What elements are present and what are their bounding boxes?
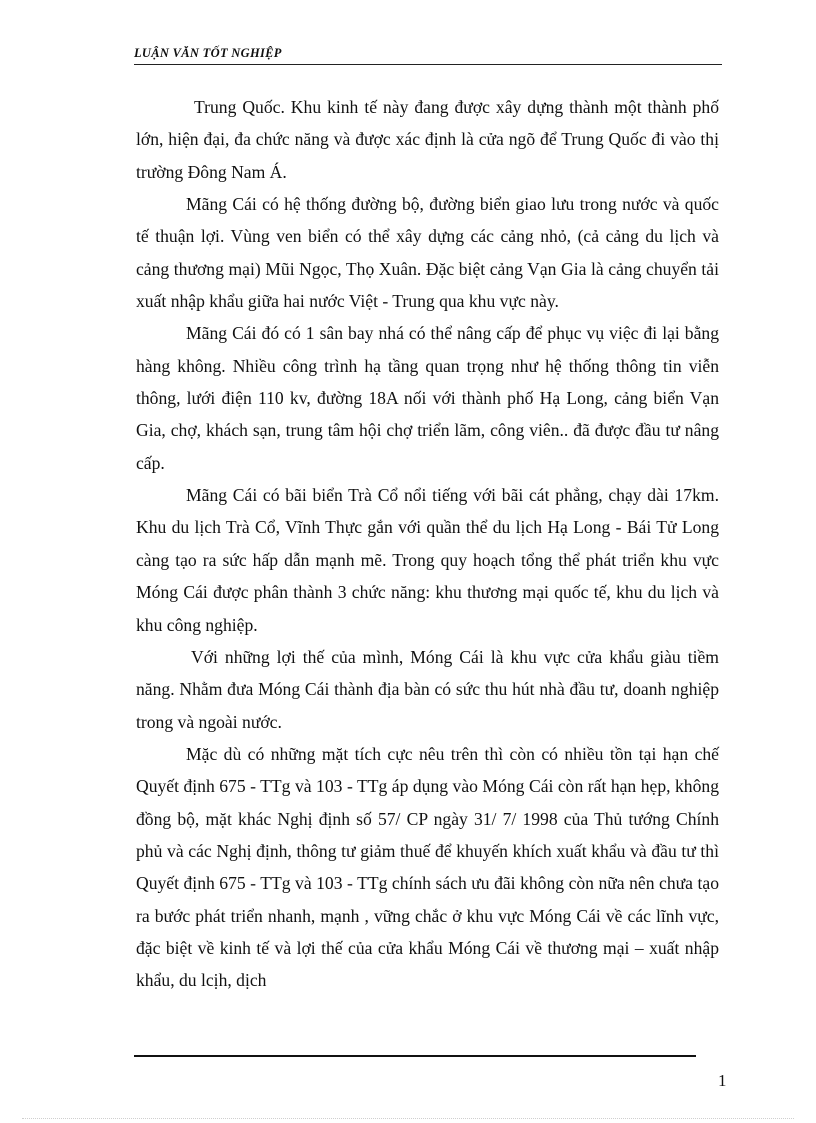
document-body [136, 91, 719, 997]
page-bottom-edge [22, 1118, 794, 1119]
page-number: 1 [718, 1071, 727, 1090]
paragraph-2: Mãng Cái có hệ thống đường bộ, đường biển giao lưu trong nước và quốc tế thuận lợi. Vùng ven biển có thể xây dựng các cảng nhỏ, (cả cảng du lịch và cảng thương mại) Mũi Ngọc, Thọ Xuân. Đặc biệt cảng Vạn Gia là cảng chuyển tải xuất nhập khẩu giữa hai nước Việt - Trung qua khu vực này. [136, 194, 719, 312]
running-header: LUẬN VĂN TỐT NGHIỆP [134, 46, 282, 60]
paragraph-4: Mãng Cái có bãi biển Trà Cổ nổi tiếng với bãi cát phẳng, chạy dài 17km. Khu du lịch Trà Cổ, Vĩnh Thực gắn với quần thể du lịch Hạ Long - Bái Tử Long càng tạo ra sức hấp dẫn mạnh mẽ. Trong quy hoạch tổng thể phát triển khu vực Móng Cái được phân thành 3 chức năng: khu thương mại quốc tế, khu du lịch và khu công nghiệp. [136, 485, 719, 635]
paragraph-6: Mặc dù có những mặt tích cực nêu trên thì còn có nhiều tồn tại hạn chế Quyết định 675 - TTg và 103 - TTg áp dụng vào Móng Cái còn rất hạn hẹp, không đồng bộ, mặt khác Nghị định số 57/ CP ngày 31/ 7/ 1998 của Thủ tướng Chính phủ và các Nghị định, thông tư giảm thuế để khuyến khích xuất khẩu và đầu tư thì Quyết định 675 - TTg và 103 - TTg chính sách ưu đãi không còn nữa nên chưa tạo ra bước phát triển nhanh, mạnh , vững chắc ở khu vực Móng Cái về các lĩnh vực, đặc biệt về kinh tế và lợi thế của cửa khẩu Móng Cái về thương mại – xuất nhập khẩu, du lcịh, dịch [136, 743, 719, 991]
paragraph-5: Với những lợi thế của mình, Móng Cái là khu vực cửa khẩu giàu tiềm năng. Nhằm đưa Móng Cái thành địa bàn có sức thu hút nhà đầu tư, doanh nghiệp trong và ngoài nước. [136, 646, 719, 732]
header-divider [134, 64, 722, 65]
paragraph-3: Mãng Cái đó có 1 sân bay nhá có thể nâng cấp để phục vụ việc đi lại bằng hàng không. Nhiều công trình hạ tầng quan trọng như hệ thống thông tin viễn thông, lưới điện 110 kv, đường 18A nối với thành phố Hạ Long, cảng biển Vạn Gia, chợ, khách sạn, trung tâm hội chợ triển lãm, công viên.. đã được đầu tư nâng cấp. [136, 323, 719, 473]
footer-divider [134, 1055, 696, 1057]
paragraph-1: Trung Quốc. Khu kinh tế này đang được xây dựng thành một thành phố lớn, hiện đại, đa chức năng và được xác định là cửa ngõ để Trung Quốc đi vào thị trường Đông Nam Á. [136, 97, 719, 182]
